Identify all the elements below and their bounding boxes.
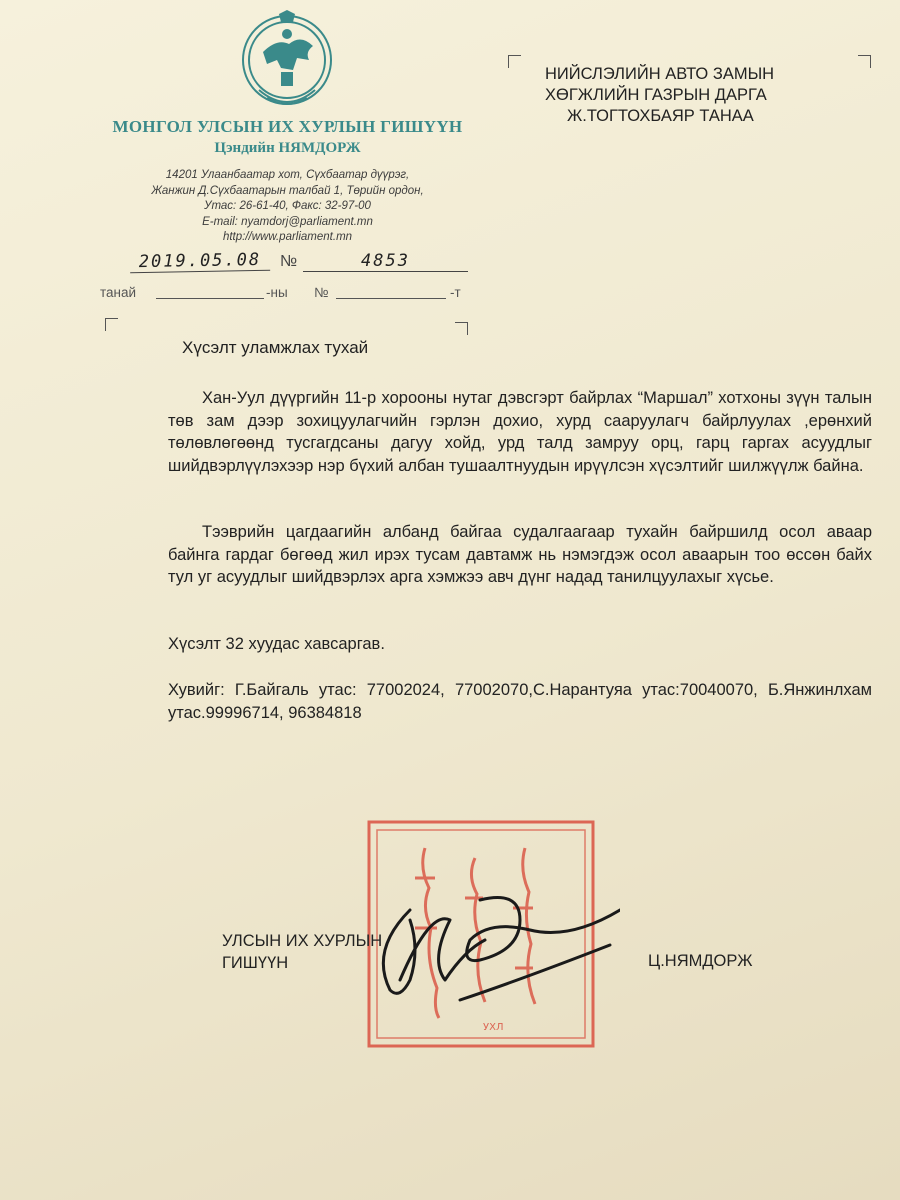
ref-suffix: -т [450,285,461,300]
corner-mark [858,55,871,68]
ref-blank [156,298,264,299]
ref-blank [336,298,446,299]
org-title: МОНГОЛ УЛСЫН ИХ ХУРЛЫН ГИШҮҮН [112,117,463,136]
address-line: 14201 Улаанбаатар хот, Сүхбаатар дүүрэг, [165,169,410,181]
address-line: Жанжин Д.Сүхбаатарын талбай 1, Төрийн ордон, [151,184,424,197]
body-paragraph: Хан-Уул дүүргийн 11-р хорооны нутаг дэвсгэрт байрлах “Маршал” хотхоны зүүн талын төв зам дээр зохицуулагчийн гэрлэн дохио, хурд сааруулагч байрлуулах ,ерөнхий төлөвлөгөөнд тусгагдсаны дагуу хойд, урд талд замруу орц, гарц гаргах асуудлыг шийдвэрлүүлэхээр нэр бүхий албан тушаалтнуудын ирүүлсэн хүсэлтийг шилжүүлж байна. [168,389,872,475]
letter-number: 4853 [303,251,468,272]
body-paragraph: Тээврийн цагдаагийн албанд байгаа судалгаагаар тухайн байршилд осол аваар байнга гардаг бөгөөд жил ирэх тусам давтамж нь нэмэгдэж осол аваарын тоо өссөн байх тул уг асуудлыг шийдвэрлэх арга хэмжээ авч дүнг надад танилцуулахыг хүсье. [168,523,872,586]
recipient-line: ХӨГЖЛИЙН ГАЗРЫН ДАРГА [545,86,767,104]
letter-date: 2019.05.08 [130,250,270,273]
stamp-text: УХЛ [483,1022,504,1033]
sender-address [120,168,455,246]
ref-no: № [314,285,329,300]
attachment-note: Хүсэлт 32 хуудас хавсаргав. [168,635,385,653]
ref-mid: -ны [266,285,288,300]
copies-note: Хувийг: Г.Байгаль утас: 77002024, 77002070,С.Нарантуяа утас:70040070, Б.Янжинлхам утас.99996714, 96384818 [168,681,872,722]
signatory-title-line: ГИШҮҮН [222,954,289,972]
corner-mark [508,55,521,68]
signatory-title-line: УЛСЫН ИХ ХУРЛЫН [222,932,383,950]
address-line: E-mail: nyamdorj@parliament.mn [202,215,373,228]
ref-prefix: танай [100,285,137,300]
state-emblem-icon [237,10,337,118]
number-label: № [280,253,298,270]
corner-mark [455,322,468,335]
address-line: http://www.parliament.mn [222,231,353,243]
letter-subject: Хүсэлт уламжлах тухай [182,338,369,357]
recipient-line: Ж.ТОГТОХБАЯР ТАНАА [567,107,754,125]
recipient-block [545,64,845,127]
address-line: Утас: 26-61-40, Факс: 32-97-00 [204,200,371,212]
date-number-line [100,251,470,273]
corner-mark [105,318,118,331]
reference-line [100,285,480,305]
recipient-line: НИЙСЛЭЛИЙН АВТО ЗАМЫН [545,65,775,83]
org-member-name: Цэндийн НЯМДОРЖ [214,140,361,156]
handwritten-signature [350,880,620,1020]
signatory-name: Ц.НЯМДОРЖ [648,952,753,970]
